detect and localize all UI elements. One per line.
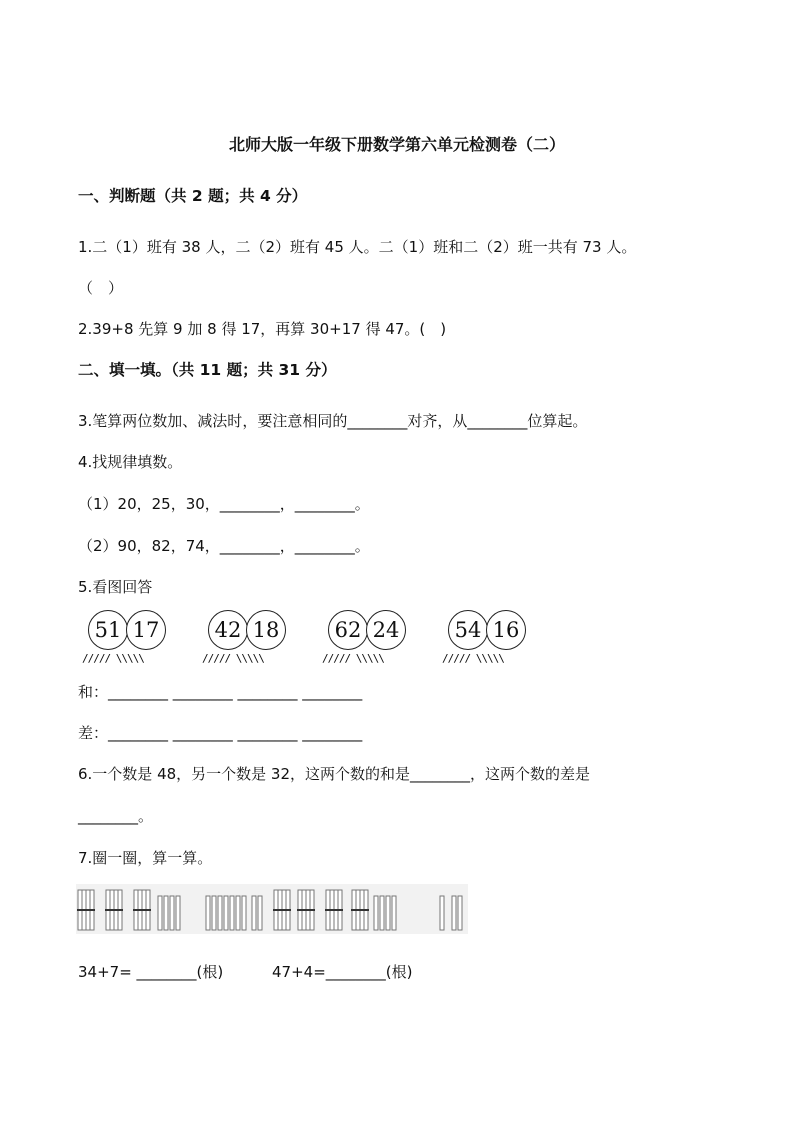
number-pairs-figure: [80, 610, 550, 665]
counting-sticks-drawing: [76, 884, 468, 934]
question-5-text: 5.看图回答: [78, 578, 153, 596]
question-4-text: 4.找规律填数。: [78, 453, 183, 471]
pair-3-hatch: ///// \\\\\: [322, 652, 384, 665]
pair-4-hatch: ///// \\\\\: [442, 652, 504, 665]
pair-1-hatch: ///// \\\\\: [82, 652, 144, 665]
pair-group-2: [202, 610, 308, 665]
pair-2-second-number: 18: [246, 610, 286, 650]
pair-group-3: [322, 610, 428, 665]
pair-4-first-number: 54: [448, 610, 488, 650]
question-7-equation-1: 34+7= ________(根): [78, 963, 224, 981]
bundle-icon: [77, 890, 95, 930]
question-4-part-2: （2）90，82，74，________，________。: [78, 537, 370, 555]
pair-2-first-number: 42: [208, 610, 248, 650]
question-4-part-1: （1）20，25，30，________，________。: [78, 495, 370, 513]
question-5-difference-row: 差：________ ________ ________ ________: [78, 724, 363, 742]
pair-3-first-number: 62: [328, 610, 368, 650]
page-title: 北师大版一年级下册数学第六单元检测卷（二）: [228, 135, 565, 154]
counting-sticks-image: [76, 884, 468, 934]
section-2-heading: 二、填一填。（共 11 题；共 31 分）: [78, 361, 337, 379]
question-6-continuation: ________。: [78, 807, 154, 825]
pair-3-second-number: 24: [366, 610, 406, 650]
pair-group-4: [442, 610, 548, 665]
question-2-text: 2.39+8 先算 9 加 8 得 17，再算 30+17 得 47。( ): [78, 320, 447, 338]
pair-1-first-number: 51: [88, 610, 128, 650]
question-5-sum-row: 和：________ ________ ________ ________: [78, 683, 363, 701]
pair-group-1: [82, 610, 188, 665]
question-1-answer-paren[interactable]: （ ）: [78, 279, 124, 297]
pair-1-second-number: 17: [126, 610, 166, 650]
question-1-text: 1.二（1）班有 38 人，二（2）班有 45 人。二（1）班和二（2）班一共有 73 人。: [78, 238, 637, 256]
question-6-text: 6.一个数是 48，另一个数是 32，这两个数的和是________，这两个数的差是: [78, 765, 591, 783]
pair-2-hatch: ///// \\\\\: [202, 652, 264, 665]
question-7-text: 7.圈一圈，算一算。: [78, 849, 213, 867]
section-1-heading: 一、判断题（共 2 题；共 4 分）: [78, 187, 308, 205]
question-7-equation-2: 47+4=________(根): [272, 963, 413, 981]
pair-4-second-number: 16: [486, 610, 526, 650]
question-3-text: 3.笔算两位数加、减法时，要注意相同的________对齐，从________位算起。: [78, 412, 588, 430]
